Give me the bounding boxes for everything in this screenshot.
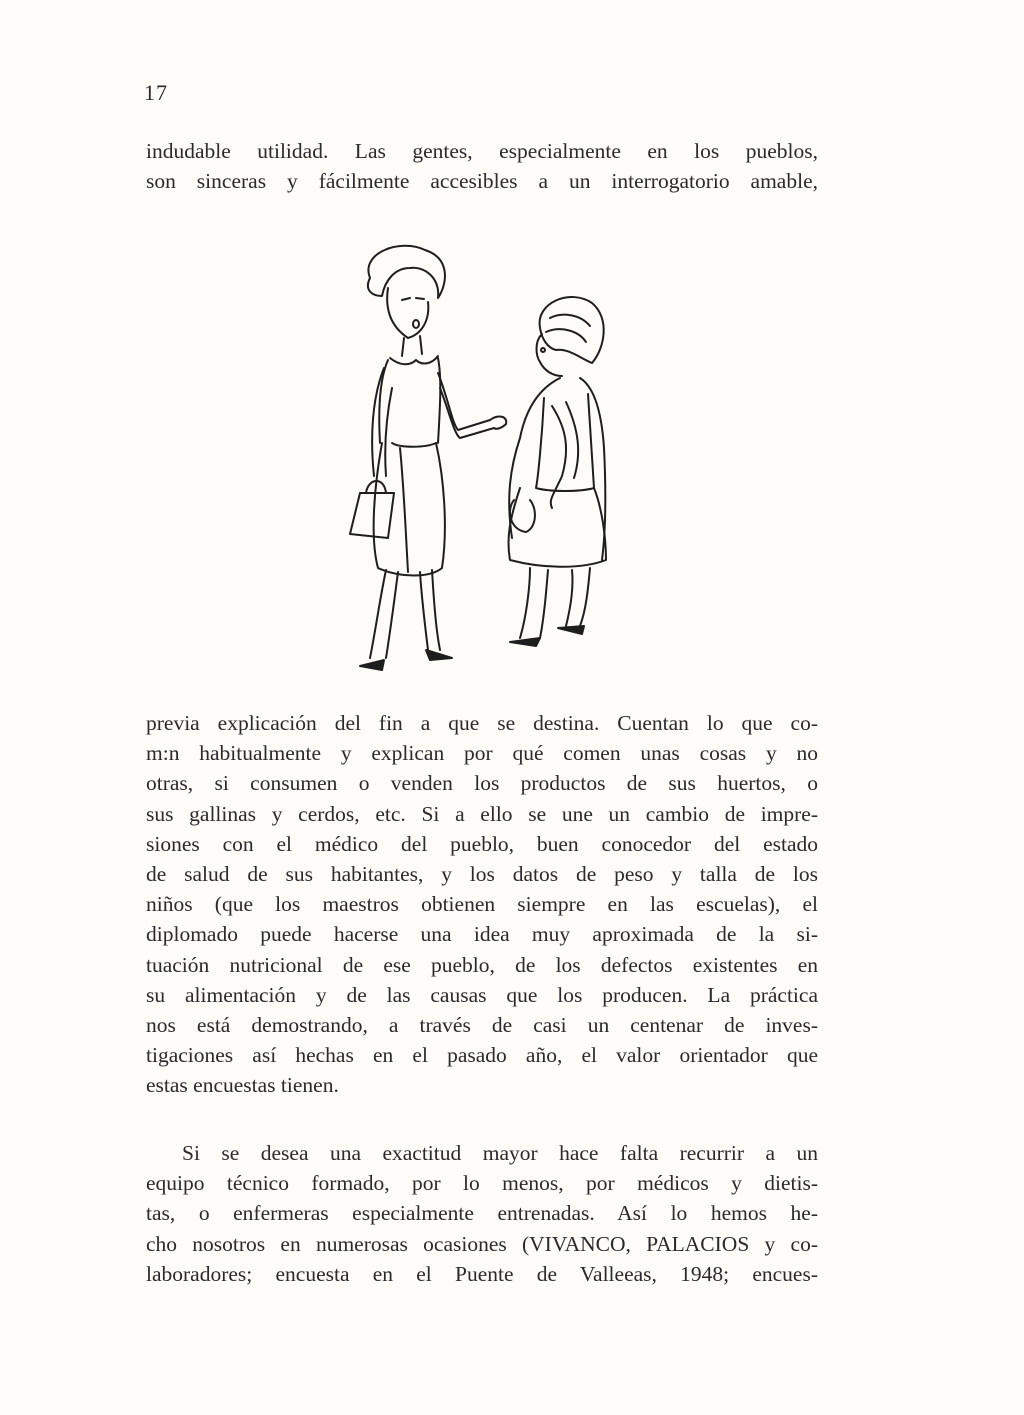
text-line: cho nosotros en numerosas ocasiones (VIVANCO, PALACIOS y co- xyxy=(146,1231,818,1256)
text-line: nos está demostrando, a través de casi un centenar de inves- xyxy=(146,1013,818,1038)
text-line: previa explicación del fin a que se destina. Cuentan lo que co- xyxy=(146,711,818,735)
text-line: indudable utilidad. Las gentes, especialmente en los pueblos, xyxy=(146,139,818,163)
page-number: 17 xyxy=(144,80,168,105)
text-line: niños (que los maestros obtienen siempre en las escuelas), el xyxy=(146,892,818,917)
text-line: Si se desea una exactitud mayor hace falta recurrir a un xyxy=(182,1141,818,1165)
text-line: tuación nutricional de ese pueblo, de los defectos existentes en xyxy=(146,952,818,977)
paragraph-bottom xyxy=(146,1138,818,1289)
text-line: diplomado puede hacerse una idea muy aproximada de la si- xyxy=(146,922,818,947)
paragraph-top xyxy=(146,136,818,196)
text-line: de salud de sus habitantes, y los datos de peso y talla de los xyxy=(146,862,818,887)
text-line: son sinceras y fácilmente accesibles a un interrogatorio amable, xyxy=(146,169,818,194)
text-line: tas, o enfermeras especialmente entrenadas. Así lo hemos he- xyxy=(146,1201,818,1226)
text-line: otras, si consumen o venden los productos de sus huertos, o xyxy=(146,771,818,796)
text-line: laboradores; encuesta en el Puente de Valleeas, 1948; encues- xyxy=(146,1261,818,1286)
illustration-two-women xyxy=(330,238,630,678)
text-line: m:n habitualmente y explican por qué comen unas cosas y no xyxy=(146,741,818,766)
text-line: tigaciones así hechas en el pasado año, el valor orientador que xyxy=(146,1043,818,1068)
text-line: siones con el médico del pueblo, buen conocedor del estado xyxy=(146,831,818,856)
text-line: su alimentación y de las causas que los producen. La práctica xyxy=(146,982,818,1007)
paragraph-middle xyxy=(146,708,818,1101)
text-line: estas encuestas tienen. xyxy=(146,1073,339,1098)
text-line: equipo técnico formado, por lo menos, por médicos y dietis- xyxy=(146,1171,818,1196)
text-line: sus gallinas y cerdos, etc. Si a ello se une un cambio de impre- xyxy=(146,801,818,826)
